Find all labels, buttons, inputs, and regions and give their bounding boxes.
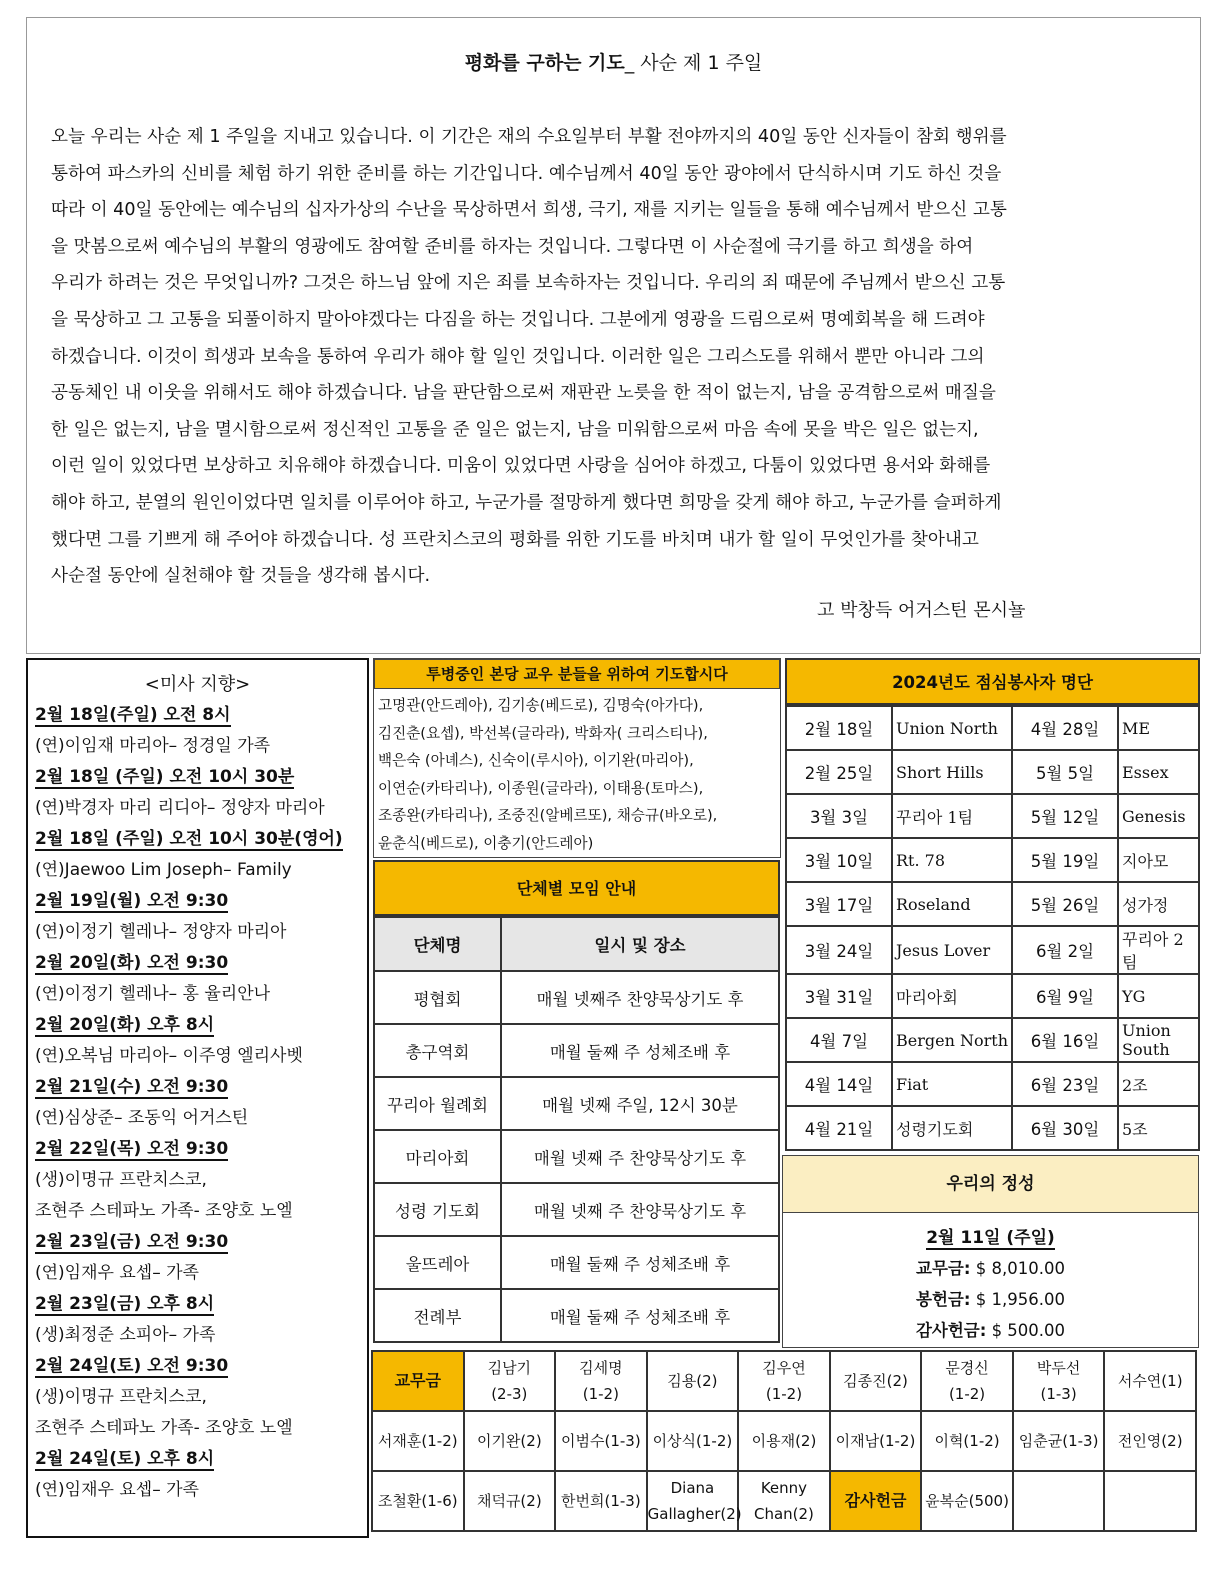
lunch-date: 3월 24일: [786, 926, 892, 974]
sick-prayer-section: [373, 658, 781, 858]
lunch-team: Jesus Lover: [892, 926, 1012, 974]
donor-cell: [921, 1351, 1013, 1411]
offering-value: $ 500.00: [991, 1321, 1066, 1340]
lunch-team: Union South: [1118, 1018, 1199, 1062]
group-time: 매월 넷째 주일, 12시 30분: [501, 1077, 779, 1130]
offering-value: $ 1,956.00: [975, 1290, 1065, 1309]
offering-date: 2월 11일 (주일): [926, 1228, 1055, 1248]
lunch-row: [786, 1106, 1199, 1150]
lunch-date: 5월 19일: [1012, 838, 1118, 882]
mass-date-text: 2월 18일(주일) 오전 8시: [35, 705, 231, 725]
donor-cell: [1013, 1351, 1105, 1411]
reflection-line: 해야 하고, 분열의 원인이었다면 일치를 이루어야 하고, 누군가를 절망하게 했다면 희망을 갖게 해야 하고, 누군가를 슬퍼하게: [51, 492, 1002, 513]
donor-cell: 서재훈(1-2): [372, 1411, 464, 1471]
lunch-row: [786, 838, 1199, 882]
donor-text: (1-3): [1040, 1385, 1077, 1403]
lunch-row: [786, 882, 1199, 926]
lunch-row: [786, 1018, 1199, 1062]
group-time: 매월 넷째 주 찬양묵상기도 후: [501, 1130, 779, 1183]
mass-intention: (생)최정준 소피아– 가족: [35, 1325, 216, 1345]
lunch-date: 2월 25일: [786, 750, 892, 794]
sick-names: [374, 689, 780, 861]
mass-title: <미사 지향>: [144, 674, 251, 695]
lunch-team: 꾸리아 1팀: [892, 794, 1012, 838]
reflection-section: [26, 17, 1201, 654]
mass-date: [35, 1227, 367, 1258]
sick-name-line: 윤춘식(베드로), 이충기(안드레아): [378, 834, 594, 852]
donor-text: Diana: [670, 1479, 715, 1497]
donor-cell: 이재남(1-2): [830, 1411, 922, 1471]
group-time: 매월 넷째주 찬양묵상기도 후: [501, 971, 779, 1024]
donor-cell: [738, 1471, 830, 1531]
mass-date: [35, 1072, 367, 1103]
lunch-team: 2조: [1118, 1062, 1199, 1106]
lunch-team: Essex: [1118, 750, 1199, 794]
lunch-team: Union North: [892, 706, 1012, 750]
sick-name-line: 김진춘(요셉), 박선복(글라라), 박화자( 크리스티나),: [378, 724, 708, 742]
sick-name-line: 이연순(카타리나), 이종원(글라라), 이태용(토마스),: [378, 779, 704, 797]
offering-lines: [783, 1255, 1198, 1341]
donor-text: Chan(2): [753, 1505, 814, 1523]
donor-text: 김남기: [487, 1359, 532, 1377]
donor-cell: [464, 1471, 556, 1531]
groups-col-time: 일시 및 장소: [501, 917, 779, 971]
offering-line: [783, 1286, 1198, 1310]
lunch-table: [785, 705, 1200, 1151]
donor-cell: 이용재(2): [738, 1411, 830, 1471]
offering-title: 우리의 정성: [783, 1156, 1198, 1213]
lunch-date: 4월 28일: [1012, 706, 1118, 750]
mass-intention: (생)이명규 프란치스코,: [35, 1387, 207, 1407]
donor-text: (1-2): [765, 1385, 803, 1403]
reflection-line: 통하여 파스카의 신비를 체험 하기 위한 준비를 하는 기간입니다. 예수님께서 40일 동안 광야에서 단식하시며 기도 하신 것을: [51, 163, 1002, 184]
mass-intention: (연)이정기 헬레나– 홍 율리안나: [35, 984, 271, 1004]
sick-name-line: 고명관(안드레아), 김기송(베드로), 김명숙(아가다),: [378, 697, 704, 714]
reflection-line: 하겠습니다. 이것이 희생과 보속을 통하여 우리가 해야 할 일인 것입니다. 이러한 일은 그리스도를 위해서 뿐만 아니라 그의: [51, 346, 985, 367]
lunch-row: [786, 1062, 1199, 1106]
sick-name-line: 조종완(카타리나), 조중진(알베르또), 채승규(바오로),: [378, 807, 718, 825]
group-row: [374, 1130, 779, 1183]
reflection-line: 우리가 하려는 것은 무엇입니까? 그것은 하느님 앞에 지은 죄를 보속하자는 것입니다. 우리의 죄 때문에 주님께서 받으신 고통: [51, 273, 1006, 294]
mass-intention: (생)이명규 프란치스코,: [35, 1170, 207, 1190]
mass-date: [35, 1444, 367, 1475]
offering-section: [782, 1155, 1199, 1348]
donor-cell: 이기완(2): [464, 1411, 556, 1471]
lunch-row: [786, 974, 1199, 1018]
donor-text: Kenny: [760, 1479, 808, 1497]
lunch-date: 6월 30일: [1012, 1106, 1118, 1150]
group-name: 성령 기도회: [374, 1183, 501, 1236]
lunch-row: [786, 750, 1199, 794]
lunch-date: 3월 31일: [786, 974, 892, 1018]
lunch-team: 성령기도회: [892, 1106, 1012, 1150]
lunch-team: Bergen North: [892, 1018, 1012, 1062]
donor-text: 박두선: [1036, 1359, 1081, 1377]
donor-cell: [464, 1351, 556, 1411]
donor-text: (1-2): [582, 1385, 619, 1403]
group-row: [374, 1236, 779, 1289]
reflection-author: 고 박창득 어거스틴 몬시뇰: [817, 600, 1026, 621]
group-row: [374, 1289, 779, 1342]
group-row: [374, 1024, 779, 1077]
lunch-date: 6월 16일: [1012, 1018, 1118, 1062]
reflection-line: 을 맛봄으로써 예수님의 부활의 영광에도 참여할 준비를 하자는 것입니다. 그렇다면 이 사순절에 극기를 하고 희생을 하여: [51, 236, 974, 257]
group-row: [374, 1077, 779, 1130]
mass-intention: (연)박경자 마리 리디아– 정양자 마리아: [35, 798, 325, 818]
group-name: 전례부: [374, 1289, 501, 1342]
donor-text: (1-2): [948, 1385, 986, 1403]
donor-cell: [1104, 1351, 1196, 1411]
mass-date: [35, 1134, 367, 1165]
reflection-body: [51, 119, 1170, 595]
donor-cell: 이혁(1-2): [921, 1411, 1013, 1471]
group-time: 매월 넷째 주 찬양묵상기도 후: [501, 1183, 779, 1236]
reflection-line: 이런 일이 있었다면 보상하고 치유해야 하겠습니다. 미움이 있었다면 사랑을 심어야 하겠고, 다툼이 있었다면 용서와 화해를: [51, 456, 991, 477]
reflection-line: 따라 이 40일 동안에는 예수님의 십자가상의 수난을 묵상하면서 희생, 극기, 재를 지키는 일들을 통해 예수님께서 받으신 고통: [51, 200, 1007, 221]
mass-date-text: 2월 18일 (주일) 오전 10시 30분(영어): [35, 829, 343, 849]
mass-intention: (연)임재우 요셉– 가족: [35, 1263, 199, 1283]
mass-date: [35, 1351, 367, 1382]
mass-date-text: 2월 21일(수) 오전 9:30: [35, 1077, 229, 1097]
mass-date: [35, 1010, 367, 1041]
lunch-team: 지아모: [1118, 838, 1199, 882]
mass-date-text: 2월 23일(금) 오전 9:30: [35, 1232, 229, 1252]
lunch-team: Genesis: [1118, 794, 1199, 838]
donor-text: 문경신: [945, 1359, 989, 1377]
offering-line: [783, 1255, 1198, 1279]
donors-section: [371, 1350, 1197, 1537]
groups-col-name: 단체명: [374, 917, 501, 971]
mass-date: [35, 948, 367, 979]
donor-cell: 윤복순(500): [921, 1471, 1013, 1531]
mass-intention: (연)이임재 마리아– 정경일 가족: [35, 736, 271, 756]
group-row: [374, 971, 779, 1024]
lunch-date: 4월 21일: [786, 1106, 892, 1150]
lunch-row: [786, 706, 1199, 750]
lunch-date: 5월 5일: [1012, 750, 1118, 794]
mass-date-text: 2월 24일(토) 오후 8시: [35, 1449, 215, 1469]
group-name: 평협회: [374, 971, 501, 1024]
donor-cell: 전인영(2): [1104, 1411, 1196, 1471]
group-name: 울뜨레아: [374, 1236, 501, 1289]
lunch-date: 6월 9일: [1012, 974, 1118, 1018]
offering-label: 교무금:: [916, 1259, 971, 1278]
lunch-date: 4월 7일: [786, 1018, 892, 1062]
donor-text: 한번희(1-3): [561, 1492, 641, 1510]
mass-intention: (연)이정기 헬레나– 정양자 마리아: [35, 922, 287, 942]
mass-intention: (연)Jaewoo Lim Joseph– Family: [35, 860, 292, 880]
mass-date: [35, 762, 367, 793]
lunch-date: 3월 17일: [786, 882, 892, 926]
reflection-line: 했다면 그를 기쁘게 해 주어야 하겠습니다. 성 프란치스코의 평화를 위한 기도를 바치며 내가 할 일이 무엇인가를 찾아내고: [51, 529, 979, 550]
offering-label: 봉헌금:: [916, 1290, 971, 1309]
donor-text: (2-3): [491, 1385, 528, 1403]
donor-cell: 임춘균(1-3): [1013, 1411, 1105, 1471]
donor-cell: [372, 1471, 464, 1531]
group-name: 총구역회: [374, 1024, 501, 1077]
donor-text: 서수연(1): [1117, 1372, 1183, 1390]
donor-cell: [555, 1471, 647, 1531]
lunch-volunteers: [785, 658, 1200, 1150]
lunch-team: Rt. 78: [892, 838, 1012, 882]
donor-text: 김용(2): [667, 1372, 718, 1390]
donor-category-label: 교무금: [372, 1351, 464, 1411]
lunch-team: Fiat: [892, 1062, 1012, 1106]
sick-name-line: 백은숙 (아녜스), 신숙이(루시아), 이기완(마리아),: [378, 752, 694, 770]
mass-intentions: [26, 658, 369, 1538]
mass-date-text: 2월 24일(토) 오전 9:30: [35, 1356, 229, 1376]
lunch-team: YG: [1118, 974, 1199, 1018]
mass-intention: (연)심상준– 조동익 어거스틴: [35, 1108, 249, 1128]
mass-date: [35, 700, 367, 731]
lunch-team: 5조: [1118, 1106, 1199, 1150]
lunch-team: 꾸리아 2팀: [1118, 926, 1199, 974]
donor-cell: [555, 1351, 647, 1411]
donor-cell: 이범수(1-3): [555, 1411, 647, 1471]
donor-text: 김세명: [579, 1359, 623, 1377]
mass-date: [35, 824, 367, 855]
donor-cell: [830, 1351, 922, 1411]
group-name: 마리아회: [374, 1130, 501, 1183]
reflection-line: 한 일은 없는지, 남을 멸시함으로써 정신적인 고통을 준 일은 없는지, 남을 미워함으로써 마음 속에 못을 박은 일은 없는지,: [51, 419, 979, 440]
groups-header-row: [374, 917, 779, 971]
group-time: 매월 둘째 주 성체조배 후: [501, 1024, 779, 1077]
offering-value: $ 8,010.00: [975, 1259, 1065, 1278]
mass-date: [35, 886, 367, 917]
group-meetings: [373, 860, 780, 1348]
group-name: 꾸리아 월례회: [374, 1077, 501, 1130]
donor-category-label: 감사헌금: [830, 1471, 922, 1531]
lunch-date: 3월 3일: [786, 794, 892, 838]
donors-table: [371, 1350, 1197, 1532]
mass-date-text: 2월 20일(화) 오후 8시: [35, 1015, 215, 1035]
donor-empty-cell: [1104, 1471, 1196, 1531]
lunch-date: 2월 18일: [786, 706, 892, 750]
lunch-team: 마리아회: [892, 974, 1012, 1018]
offering-line: [783, 1317, 1198, 1341]
donor-text: 채덕규(2): [476, 1492, 542, 1510]
lunch-date: 5월 26일: [1012, 882, 1118, 926]
donor-row: [372, 1411, 1196, 1471]
mass-date-text: 2월 22일(목) 오전 9:30: [35, 1139, 229, 1159]
reflection-line: 공동체인 내 이웃을 위해서도 해야 하겠습니다. 남을 판단함으로써 재판관 노릇을 한 적이 없는지, 남을 공격함으로써 매질을: [51, 383, 996, 404]
mass-date-text: 2월 23일(금) 오후 8시: [35, 1294, 215, 1314]
lunch-date: 6월 2일: [1012, 926, 1118, 974]
donor-cell: [647, 1471, 742, 1531]
mass-date-text: 2월 20일(화) 오전 9:30: [35, 953, 229, 973]
groups-title: 단체별 모임 안내: [373, 860, 780, 916]
mass-intention: 조현주 스테파노 가족- 조양호 노엘: [35, 1201, 293, 1221]
donor-text: 김종진(2): [843, 1372, 908, 1390]
mass-list: [28, 700, 367, 1506]
donor-empty-cell: [1013, 1471, 1105, 1531]
donor-text: Gallagher(2): [647, 1505, 742, 1523]
lunch-date: 6월 23일: [1012, 1062, 1118, 1106]
donor-row: [372, 1351, 1196, 1411]
reflection-line: 사순절 동안에 실천해야 할 것들을 생각해 봅시다.: [51, 566, 431, 587]
donor-row: [372, 1471, 1196, 1531]
mass-intention: (연)임재우 요셉– 가족: [35, 1480, 199, 1500]
lunch-team: Short Hills: [892, 750, 1012, 794]
lunch-row: [786, 926, 1199, 974]
reflection-title: 평화를 구하는 기도_ 사순 제 1 주일: [464, 52, 763, 74]
lunch-title: 2024년도 점심봉사자 명단: [785, 658, 1200, 705]
reflection-line: 오늘 우리는 사순 제 1 주일을 지내고 있습니다. 이 기간은 재의 수요일부터 부활 전야까지의 40일 동안 신자들이 참회 행위를: [51, 127, 1007, 147]
lunch-team: 성가정: [1118, 882, 1199, 926]
mass-intention: (연)오복님 마리아– 이주영 엘리사벳: [35, 1046, 303, 1066]
donor-text: 김우연: [762, 1359, 806, 1377]
mass-date: [35, 1289, 367, 1320]
sick-title: 투병중인 본당 교우 분들을 위하여 기도합시다: [374, 659, 780, 689]
donor-cell: 이상식(1-2): [647, 1411, 739, 1471]
donor-cell: [647, 1351, 739, 1411]
lunch-date: 4월 14일: [786, 1062, 892, 1106]
group-time: 매월 둘째 주 성체조배 후: [501, 1289, 779, 1342]
lunch-row: [786, 794, 1199, 838]
lunch-team: ME: [1118, 706, 1199, 750]
groups-table: [373, 916, 780, 1343]
donor-text: 조철환(1-6): [377, 1492, 458, 1510]
group-time: 매월 둘째 주 성체조배 후: [501, 1236, 779, 1289]
mass-date-text: 2월 18일 (주일) 오전 10시 30분: [35, 767, 295, 787]
reflection-line: 을 묵상하고 그 고통을 되풀이하지 말아야겠다는 다짐을 하는 것입니다. 그분에게 영광을 드림으로써 명예회복을 해 드려야: [51, 309, 985, 330]
group-row: [374, 1183, 779, 1236]
lunch-date: 5월 12일: [1012, 794, 1118, 838]
lunch-team: Roseland: [892, 882, 1012, 926]
mass-intention: 조현주 스테파노 가족- 조양호 노엘: [35, 1418, 293, 1438]
offering-label: 감사헌금:: [915, 1321, 987, 1340]
mass-date-text: 2월 19일(월) 오전 9:30: [35, 891, 229, 911]
lunch-date: 3월 10일: [786, 838, 892, 882]
donor-cell: [738, 1351, 830, 1411]
